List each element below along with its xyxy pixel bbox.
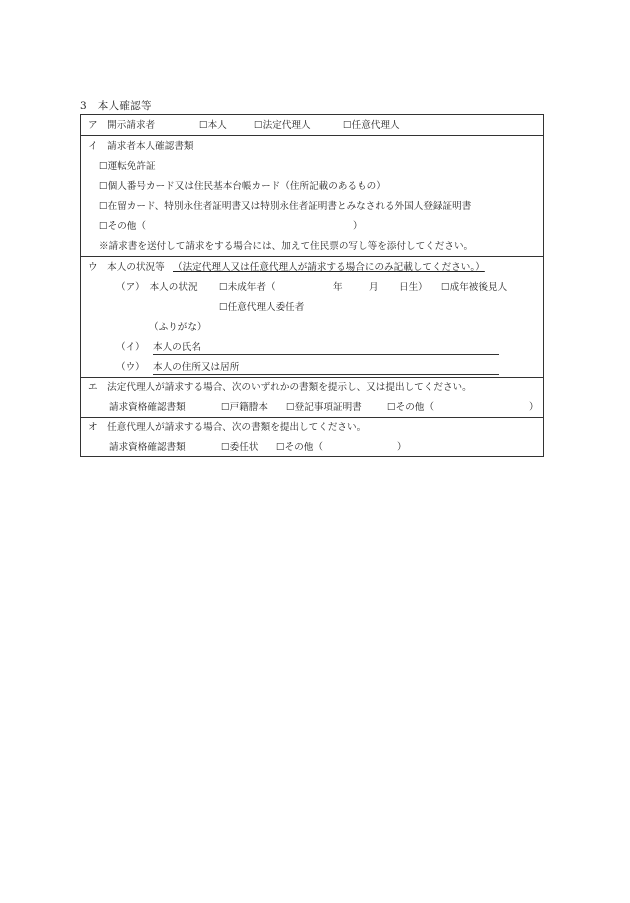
legal-doc-other-close: ） bbox=[529, 402, 539, 413]
legal-doc-registry-certificate[interactable]: ☐登記事項証明書 bbox=[286, 402, 362, 413]
person-status-label: ウ 本人の状況等 bbox=[88, 262, 165, 273]
row-divider bbox=[81, 256, 543, 257]
legal-doc-other[interactable]: ☐その他（ bbox=[387, 402, 434, 413]
person-status-note: （法定代理人又は任意代理人が請求する場合にのみ記載してください。） bbox=[173, 262, 485, 273]
person-status-sublabel: （ア） 本人の状況 bbox=[116, 282, 198, 293]
row-divider bbox=[81, 417, 543, 418]
id-doc-other[interactable]: ☐その他（ bbox=[99, 221, 146, 232]
row-divider bbox=[81, 377, 543, 378]
voluntary-doc-other[interactable]: ☐その他（ bbox=[276, 442, 323, 453]
voluntary-agent-instruction: オ 任意代理人が請求する場合、次の書類を提出してください。 bbox=[88, 422, 367, 433]
section-heading: 3 本人確認等 bbox=[80, 100, 152, 112]
status-option-delegator[interactable]: ☐任意代理人委任者 bbox=[219, 302, 305, 313]
furigana-label: （ふりがな） bbox=[149, 322, 207, 333]
requester-option-self[interactable]: ☐本人 bbox=[199, 120, 227, 131]
id-doc-drivers-license[interactable]: ☐運転免許証 bbox=[99, 161, 156, 172]
identity-verification-table bbox=[80, 114, 544, 457]
id-documents-label: イ 請求者本人確認書類 bbox=[88, 141, 194, 152]
birth-month-label: 月 bbox=[369, 282, 379, 293]
address-label: 本人の住所又は居所 bbox=[153, 362, 240, 373]
voluntary-doc-other-close: ） bbox=[397, 442, 407, 453]
address-input-line[interactable] bbox=[153, 374, 499, 375]
voluntary-agent-docs-label: 請求資格確認書類 bbox=[109, 442, 186, 453]
requester-label: ア 開示請求者 bbox=[88, 120, 156, 131]
address-marker: （ウ） bbox=[116, 362, 145, 373]
name-input-line[interactable] bbox=[153, 354, 499, 355]
requester-option-voluntary-agent[interactable]: ☐任意代理人 bbox=[343, 120, 400, 131]
legal-agent-docs-label: 請求資格確認書類 bbox=[109, 402, 186, 413]
birth-day-label: 日生） bbox=[399, 282, 428, 293]
status-option-adult-ward[interactable]: ☐成年被後見人 bbox=[441, 282, 508, 293]
status-option-minor[interactable]: ☐未成年者（ bbox=[219, 282, 276, 293]
name-label: 本人の氏名 bbox=[153, 342, 201, 353]
id-doc-residence-card[interactable]: ☐在留カード、特別永住者証明書又は特別永住者証明書とみなされる外国人登録証明書 bbox=[99, 201, 472, 212]
voluntary-doc-power-of-attorney[interactable]: ☐委任状 bbox=[221, 442, 259, 453]
id-doc-other-close: ） bbox=[353, 221, 363, 232]
row-divider bbox=[81, 135, 543, 136]
legal-agent-instruction: エ 法定代理人が請求する場合、次のいずれかの書類を提示し、又は提出してください。 bbox=[88, 382, 472, 393]
requester-option-legal-agent[interactable]: ☐法定代理人 bbox=[254, 120, 311, 131]
id-doc-my-number-card[interactable]: ☐個人番号カード又は住民基本台帳カード（住所記載のあるもの） bbox=[99, 181, 386, 192]
id-doc-note: ※請求書を送付して請求をする場合には、加えて住民票の写し等を添付してください。 bbox=[99, 241, 474, 252]
legal-doc-family-register[interactable]: ☐戸籍謄本 bbox=[221, 402, 268, 413]
birth-year-label: 年 bbox=[333, 282, 343, 293]
name-marker: （イ） bbox=[116, 342, 145, 353]
